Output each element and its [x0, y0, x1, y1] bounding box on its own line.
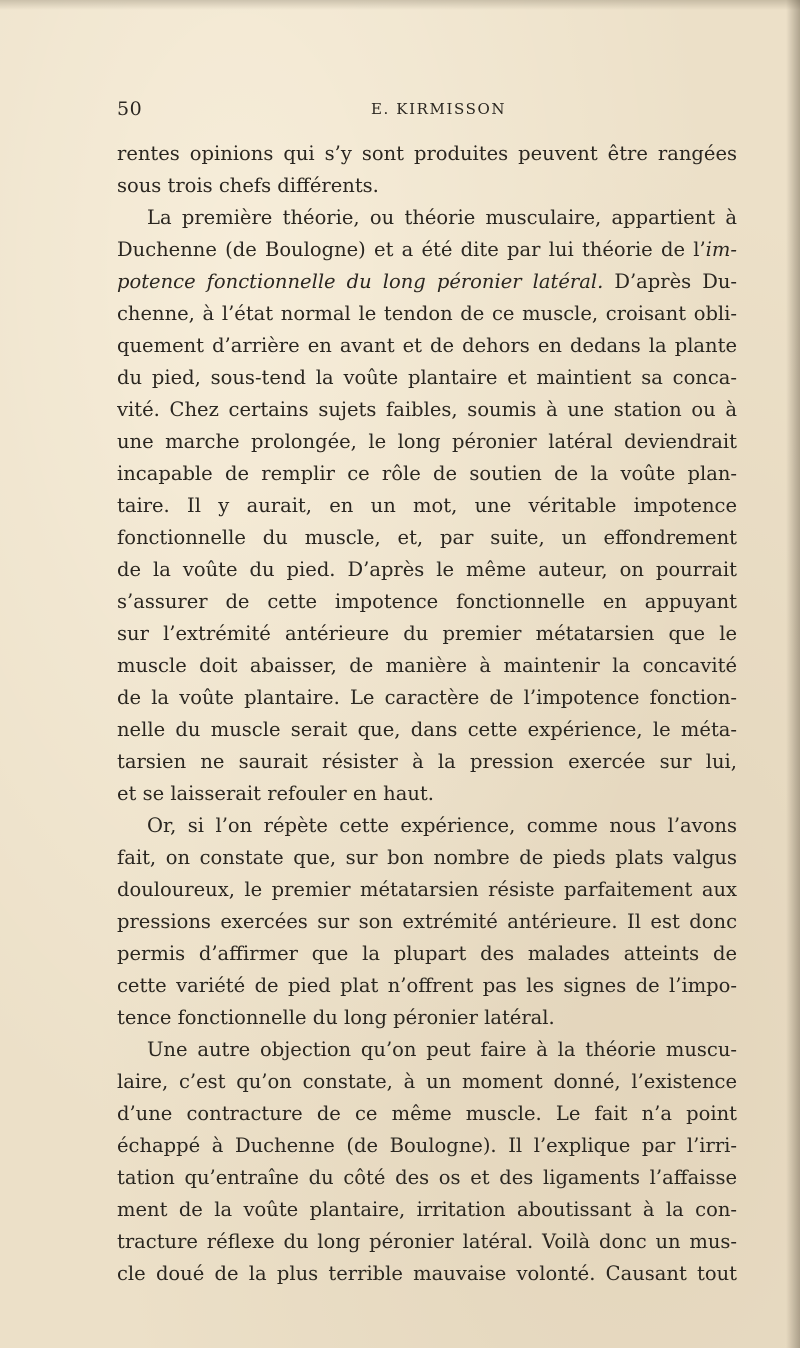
- text-line: cle doué de la plus terrible mauvaise volonté. Causant tout: [117, 1262, 737, 1285]
- text-line: de la voûte plantaire. Le caractère de l’impotence fonction-: [117, 686, 737, 709]
- text-line: tracture réflexe du long péronier latéral. Voilà donc un mus-: [117, 1230, 737, 1253]
- text-line: de la voûte du pied. D’après le même auteur, on pourrait: [117, 558, 737, 581]
- text-line: tarsien ne saurait résister à la pression exercée sur lui,: [117, 750, 737, 773]
- text-line: vité. Chez certains sujets faibles, soumis à une station ou à: [117, 398, 737, 421]
- text-line: fonctionnelle du muscle, et, par suite, un effondrement: [117, 526, 737, 549]
- text-line: nelle du muscle serait que, dans cette expérience, le méta-: [117, 718, 737, 741]
- text-line: tation qu’entraîne du côté des os et des ligaments l’affaisse: [117, 1166, 737, 1189]
- text-line: ment de la voûte plantaire, irritation aboutissant à la con-: [117, 1198, 737, 1221]
- body-text: [117, 138, 737, 1290]
- text-line: incapable de remplir ce rôle de soutien de la voûte plan-: [117, 462, 737, 485]
- text-line: chenne, à l’état normal le tendon de ce muscle, croisant obli-: [117, 302, 737, 325]
- text-line: sur l’extrémité antérieure du premier métatarsien que le: [117, 622, 737, 645]
- page-top-shadow: [0, 0, 800, 10]
- text-line: laire, c’est qu’on constate, à un moment donné, l’existence: [117, 1070, 737, 1093]
- page-header: [117, 98, 737, 124]
- roman-segment: D’après Du-: [603, 270, 737, 293]
- text-line: et se laisserait refouler en haut.: [117, 782, 434, 805]
- text-line: une marche prolongée, le long péronier latéral deviendrait: [117, 430, 737, 453]
- paragraph-start-line: Or, si l’on répète cette expérience, comme nous l’avons: [147, 814, 737, 837]
- text-line: cette variété de pied plat n’offrent pas les signes de l’impo-: [117, 974, 737, 997]
- text-line: du pied, sous-tend la voûte plantaire et maintient sa conca-: [117, 366, 737, 389]
- text-line: pressions exercées sur son extrémité antérieure. Il est donc: [117, 910, 737, 933]
- roman-segment: Duchenne (de Boulogne) et a été dite par lui théorie de l’: [117, 238, 706, 261]
- text-line: taire. Il y aurait, en un mot, une véritable impotence: [117, 494, 737, 517]
- text-line: quement d’arrière en avant et de dehors en dedans la plante: [117, 334, 737, 357]
- italic-segment: im-: [705, 238, 737, 261]
- text-line: muscle doit abaisser, de manière à maintenir la concavité: [117, 654, 737, 677]
- paragraph-start-line: Une autre objection qu’on peut faire à la théorie muscu-: [147, 1038, 737, 1061]
- text-line: d’une contracture de ce même muscle. Le fait n’a point: [117, 1102, 737, 1125]
- text-line: fait, on constate que, sur bon nombre de pieds plats valgus: [117, 846, 737, 869]
- text-line: [117, 234, 737, 266]
- text-line: s’assurer de cette impotence fonctionnelle en appuyant: [117, 590, 737, 613]
- text-line: rentes opinions qui s’y sont produites peuvent être rangées: [117, 142, 737, 165]
- text-line: sous trois chefs différents.: [117, 174, 379, 197]
- text-line: permis d’affirmer que la plupart des malades atteints de: [117, 942, 737, 965]
- text-line: tence fonctionnelle du long péronier latéral.: [117, 1006, 555, 1029]
- paragraph-start-line: La première théorie, ou théorie musculaire, appartient à: [147, 206, 737, 229]
- page-number: 50: [117, 98, 143, 120]
- text-line: [117, 266, 737, 298]
- running-head: E. KIRMISSON: [371, 100, 507, 118]
- text-line: échappé à Duchenne (de Boulogne). Il l’explique par l’irri-: [117, 1134, 737, 1157]
- text-line: douloureux, le premier métatarsien résiste parfaitement aux: [117, 878, 737, 901]
- page-edge-shadow: [786, 0, 800, 1348]
- italic-segment: potence fonctionnelle du long péronier latéral.: [117, 270, 604, 293]
